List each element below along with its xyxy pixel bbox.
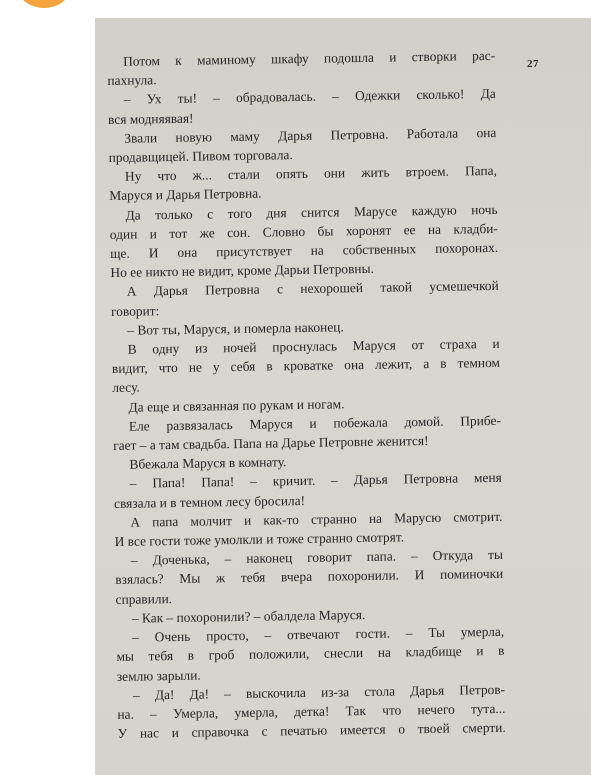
text-line: Но ее никто не видит, кроме Дарьи Петровны. <box>110 261 375 281</box>
text-line: Вбежала Маруся в комнату. <box>129 454 287 472</box>
text-line: Потом к маминому шкафу подошла и створки рас- <box>123 47 496 69</box>
text-line: землю зарыли. <box>116 667 201 684</box>
text-line: один и тот же сон. Словно бы хоронят ее на кладби- <box>109 220 498 242</box>
text-line: вся модняявая! <box>107 110 194 127</box>
text-line: Да только с того дня снится Марусе каждую ночь <box>125 201 498 223</box>
text-line: пахнула. <box>107 72 157 89</box>
text-line: видит, что не у себя в кроватке она лежит, а в темном <box>111 355 501 377</box>
text-line: ще. И она присутствует на собственных похоронах. <box>110 239 499 262</box>
text-line: Ну что ж... стали опять они жить втроем. Папа, <box>124 163 498 184</box>
text-line: связала и в темном лесу бросила! <box>113 492 306 511</box>
text-line: – Ух ты! – обрадовалась. – Одежки сколько! Да <box>123 86 496 108</box>
text-line: Да еще и связанная по рукам и ногам. <box>128 395 345 415</box>
text-line: – Очень просто, – отвечают гости. – Ты умерла, <box>132 623 505 645</box>
text-line: гает – а там свадьба. Папа на Дарье Петровне женится! <box>113 433 429 454</box>
text-line: справили. <box>115 590 173 607</box>
text-line: А Дарья Петровна с нехорошей такой усмешечкой <box>126 278 499 300</box>
text-line: У нас и справочка с печатью имеется о твоей смерти. <box>117 719 506 742</box>
text-line: – Вот ты, Маруся, и померла наконец. <box>127 319 344 338</box>
text-line: мы тебя в гроб положили, снесли на кладбище и в <box>116 643 505 665</box>
orange-corner-shape <box>16 0 72 8</box>
text-line: – Папа! Папа! – кричит. – Дарья Петровна меня <box>129 470 502 492</box>
text-line: И все гости тоже умолкли и тоже странно смотрят. <box>114 529 405 550</box>
text-line: – Доченька, – наконец говорит папа. – Откуда ты <box>130 547 504 568</box>
text-line: Звали новую маму Дарья Петровна. Работала она <box>124 124 497 146</box>
text-line: лесу. <box>112 379 140 396</box>
text-line: Еле развязалась Маруся и побежала домой. Прибе- <box>128 412 501 434</box>
text-line: продавщицей. Пивом торговала. <box>108 147 293 166</box>
book-page-photo <box>95 18 591 775</box>
page-number: 27 <box>527 58 539 70</box>
text-line: говорит: <box>110 302 160 319</box>
text-line: В одну из ночей проснулась Маруся от страха и <box>127 335 500 357</box>
text-line: А папа молчит и как-то странно на Марусю смотрит. <box>130 508 503 530</box>
text-line: взялась? Мы ж тебя вчера похоронили. И поминочки <box>115 566 504 588</box>
text-line: – Да! Да! – выскочила из-за стола Дарья Петров- <box>132 681 506 703</box>
text-line: Маруся и Дарья Петровна. <box>109 186 262 204</box>
text-line: на. – Умерла, умерла, детка! Так что нечего тута... <box>117 700 506 722</box>
book-text-block <box>107 46 506 743</box>
text-line: – Как – похоронили? – обалдела Маруся. <box>131 606 366 626</box>
